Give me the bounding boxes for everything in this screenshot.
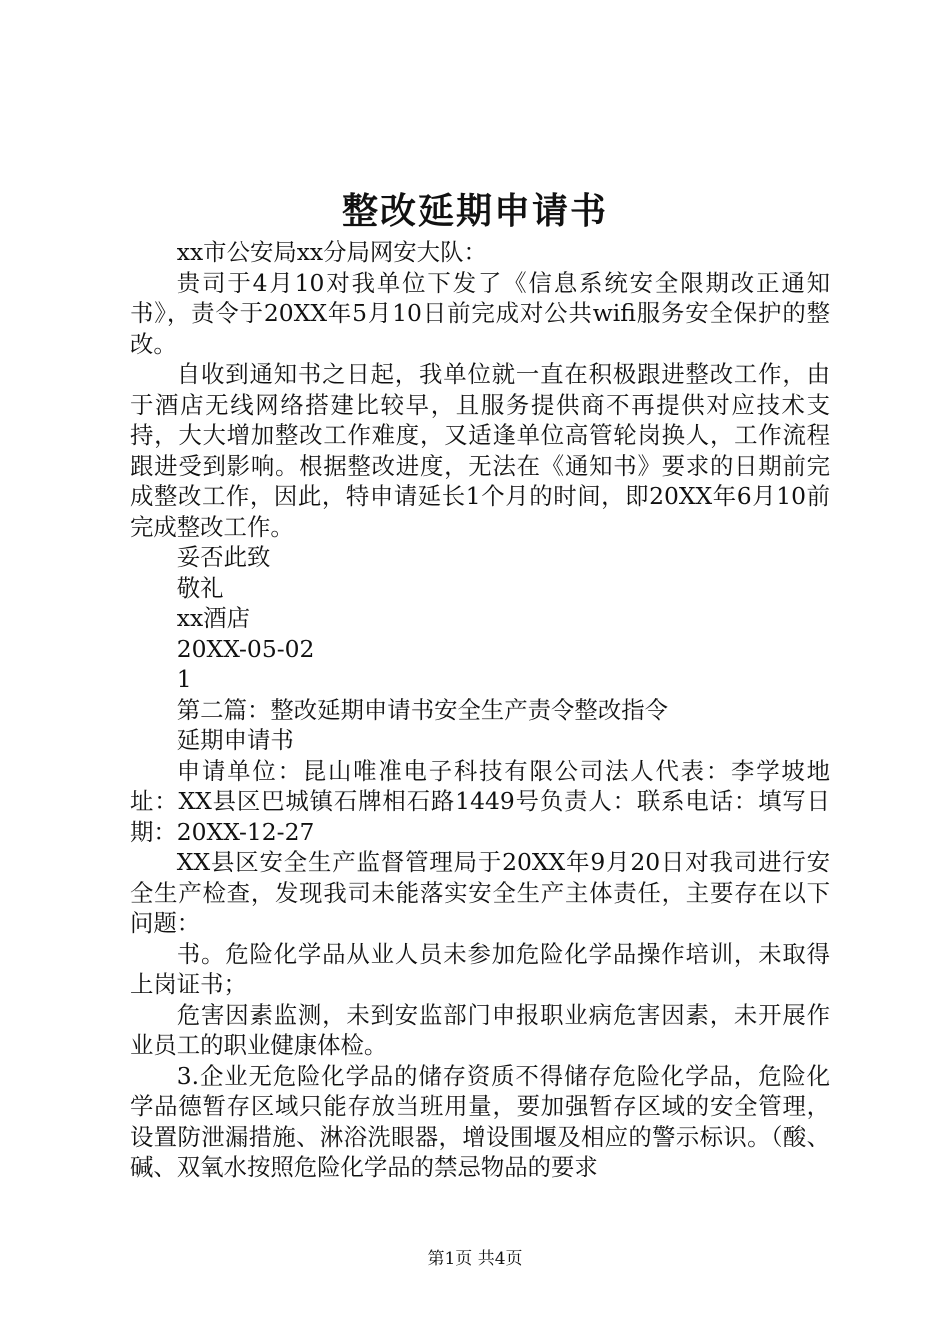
paragraph-closing: 妥否此致	[176, 543, 271, 571]
paragraph: 申请单位：昆山唯准电子科技有限公司法人代表：李学坡地址：XX县区巴城镇石牌相石路1449号负责人：联系电话：填写日期：20XX-12-27	[130, 756, 830, 846]
paragraph: 自收到通知书之日起，我单位就一直在积极跟进整改工作，由于酒店无线网络搭建比较早，且服务提供商不再提供对应技术支持，大大增加整改工作难度，又适逢单位高管轮岗换人，工作流程跟进受到影响。根据整改进度，无法在《通知书》要求的日期前完成整改工作，因此，特申请延长1个月的时间，即20XX年6月10前完成整改工作。	[130, 360, 830, 541]
paragraph: 危害因素监测，未到安监部门申报职业病危害因素，未开展作业员工的职业健康体检。	[130, 1000, 830, 1059]
document-body	[130, 237, 830, 1183]
paragraph-subheading: 延期申请书	[176, 726, 294, 754]
paragraph: XX县区安全生产监督管理局于20XX年9月20日对我司进行安全生产检查，发现我司未能落实安全生产主体责任，主要存在以下问题：	[130, 848, 830, 937]
page-footer: 第1页 共4页	[427, 1249, 523, 1269]
paragraph-regards: 敬礼	[176, 573, 224, 602]
paragraph: 贵司于4月10对我单位下发了《信息系统安全限期改正通知书》，责令于20XX年5月10日前完成对公共wifi服务安全保护的整改。	[130, 268, 830, 358]
paragraph: 3.企业无危险化学品的储存资质不得储存危险化学品，危险化学品德暂存区域只能存放当班用量，要加强暂存区域的安全管理，设置防泄漏措施、淋浴洗眼器，增设围堰及相应的警示标识。（酸、碱、双氧水按照危险化学品的禁忌物品的要求	[130, 1061, 830, 1181]
paragraph-signature: xx酒店	[176, 604, 250, 632]
paragraph-section-heading: 第二篇：整改延期申请书安全生产责令整改指令	[176, 695, 668, 724]
paragraph-number: 1	[176, 665, 192, 693]
paragraph-date: 20XX-05-02	[176, 634, 315, 663]
paragraph: 书。危险化学品从业人员未参加危险化学品操作培训，未取得上岗证书；	[130, 939, 830, 998]
document-title: 整改延期申请书	[341, 190, 608, 232]
paragraph-salutation: xx市公安局xx分局网安大队：	[176, 238, 487, 266]
